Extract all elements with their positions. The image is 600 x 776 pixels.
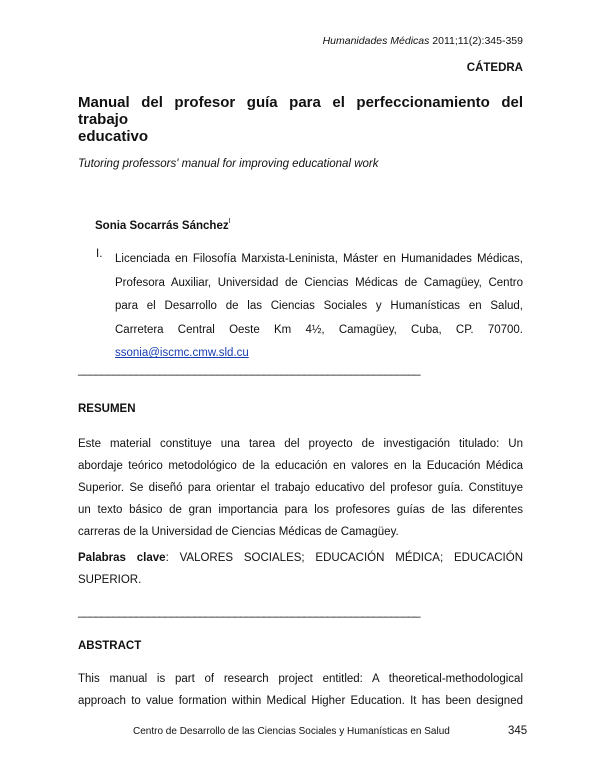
affiliation-line: Profesora Auxiliar, Universidad de Ciencias Médicas de Camagüey, Centro xyxy=(115,276,523,289)
section-label: CÁTEDRA xyxy=(466,62,523,74)
article-title xyxy=(78,94,523,145)
title-line: educativo xyxy=(78,128,149,145)
affiliation xyxy=(115,248,523,366)
separator-line: ___________________________________________________________ xyxy=(78,364,420,376)
abstract-paragraph xyxy=(78,668,523,712)
affiliation-line: Carretera Central Oeste Km 4½, Camagüey, Cuba, CP. 70700. xyxy=(115,323,523,336)
separator-line: ___________________________________________________________ xyxy=(78,606,420,618)
keywords-values: : VALORES SOCIALES; EDUCACIÓN MÉDICA; EDUCACIÓN xyxy=(165,552,524,564)
resumen-paragraph xyxy=(78,433,523,543)
resumen-line: abordaje teórico metodológico de la educación en valores en la Educación Médica xyxy=(78,460,523,472)
author-affiliation-marker: I xyxy=(228,218,231,225)
journal-name: Humanidades Médicas xyxy=(322,35,430,47)
journal-citation xyxy=(323,35,523,47)
affiliation-number: I. xyxy=(96,248,103,260)
author-email-link[interactable]: ssonia@iscmc.cmw.sld.cu xyxy=(115,347,249,360)
journal-volume: 2011;11(2):345-359 xyxy=(429,35,523,47)
abstract-heading: ABSTRACT xyxy=(78,640,142,652)
affiliation-line: Licenciada en Filosofía Marxista-Leninista, Máster en Humanidades Médicas, xyxy=(115,253,523,265)
page-number: 345 xyxy=(508,725,528,737)
author-name xyxy=(95,219,231,232)
english-title: Tutoring professors' manual for improving educational work xyxy=(78,158,379,170)
author-name-text: Sonia Socarrás Sánchez xyxy=(95,219,229,232)
keywords-label: Palabras clave xyxy=(78,552,166,564)
resumen-line: Superior. Se diseñó para orientar el trabajo educativo del profesor guía. Constituye xyxy=(78,482,523,494)
resumen-line: carreras de la Universidad de Ciencias Médicas de Camagüey. xyxy=(78,526,399,538)
abstract-line: This manual is part of research project entitled: A theoretical-methodological xyxy=(78,673,523,685)
keywords xyxy=(78,547,523,591)
page-footer: Centro de Desarrollo de las Ciencias Sociales y Humanísticas en Salud xyxy=(133,726,450,737)
abstract-line: approach to value formation within Medical Higher Education. It has been designed xyxy=(78,695,523,707)
resumen-heading: RESUMEN xyxy=(78,403,136,415)
resumen-line: Este material constituye una tarea del proyecto de investigación titulado: Un xyxy=(78,438,523,450)
resumen-line: un texto básico de gran importancia para los profesores guías de las diferentes xyxy=(78,504,523,516)
keywords-values-cont: SUPERIOR. xyxy=(78,574,142,586)
affiliation-line: para el Desarrollo de las Ciencias Sociales y Humanísticas en Salud, xyxy=(115,300,523,313)
title-line: Manual del profesor guía para el perfeccionamiento del trabajo xyxy=(78,94,523,128)
